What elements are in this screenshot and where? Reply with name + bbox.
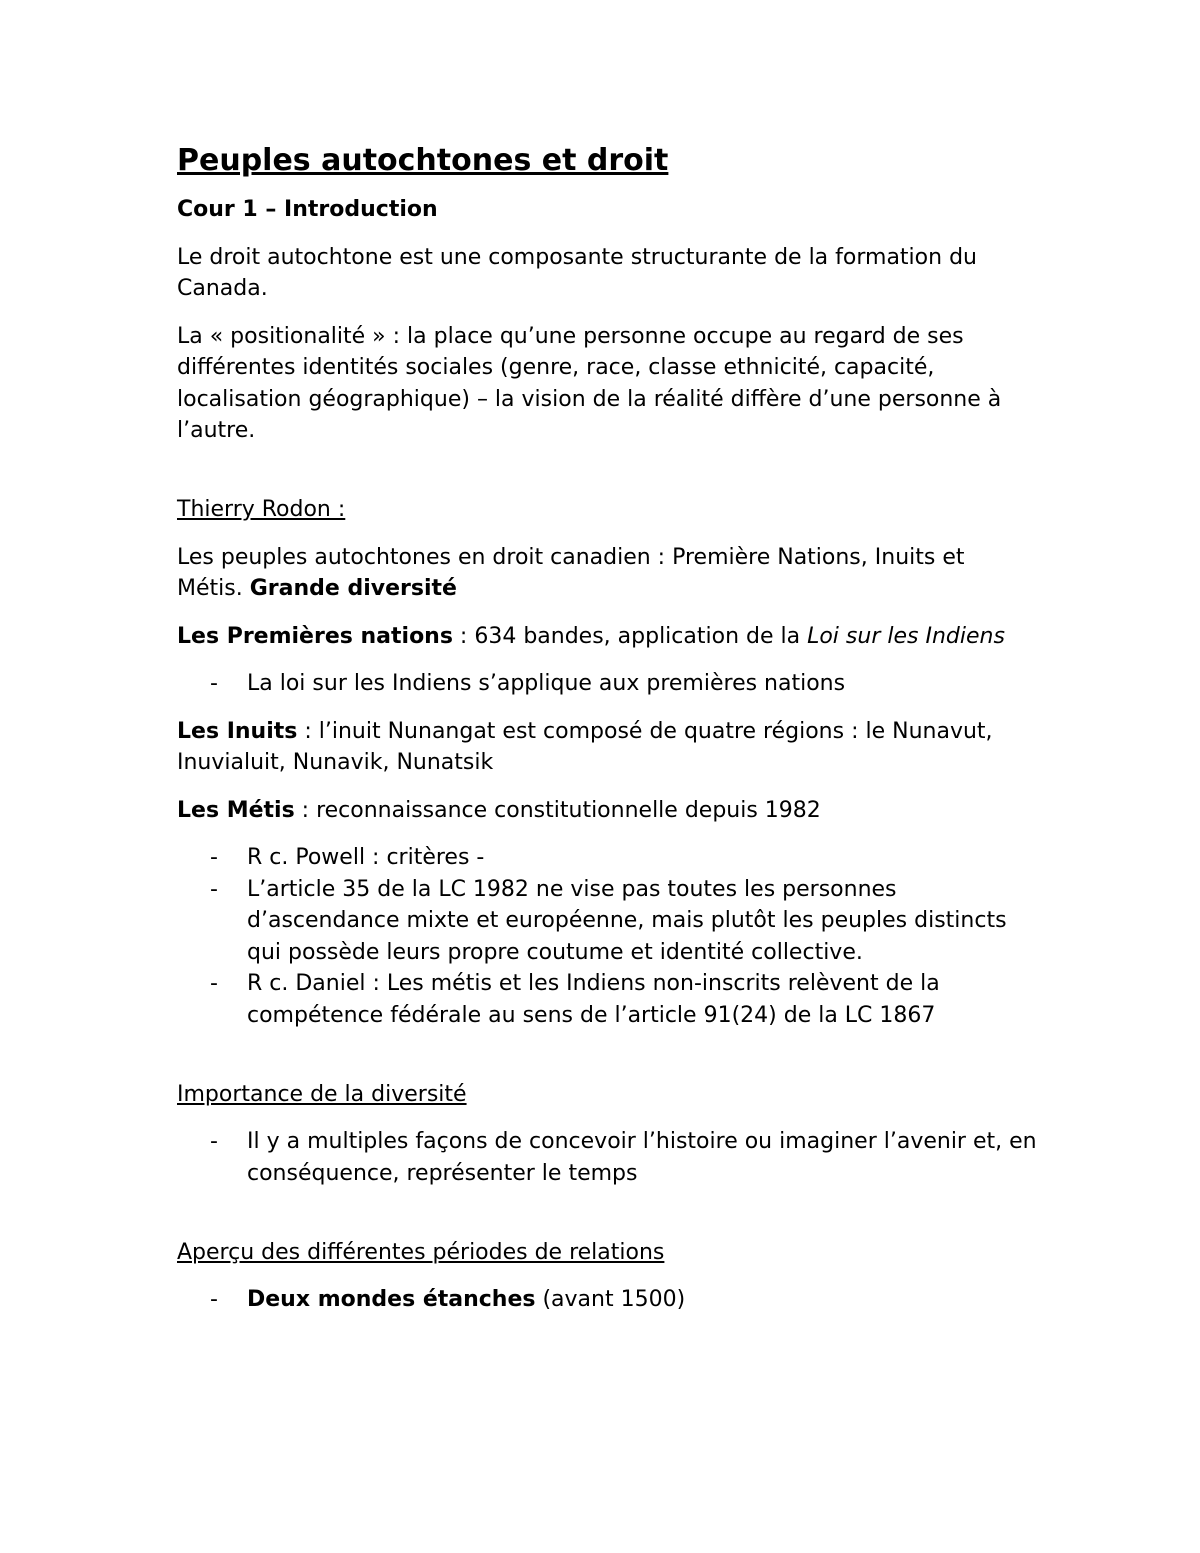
positionality-paragraph: La « positionalité » : la place qu’une personne occupe au regard de ses différentes identités sociales (genre, race, classe ethnicité, capacité, localisation géographique) – la vision de la réalité diffère d’une personne à l’autre. bbox=[177, 323, 1002, 443]
inuits-text: : l’inuit Nunangat est composé de quatre régions : le Nunavut, Inuvialuit, Nunavik, Nunatsik bbox=[177, 718, 993, 775]
section-heading-diversity: Importance de la diversité bbox=[177, 1081, 467, 1107]
blank-line bbox=[177, 463, 1037, 495]
metis-text: : reconnaissance constitutionnelle depuis 1982 bbox=[294, 797, 821, 823]
periods-list bbox=[177, 1284, 1037, 1316]
peoples-paragraph bbox=[177, 542, 1037, 605]
list-item-text: La loi sur les Indiens s’applique aux premières nations bbox=[247, 671, 846, 696]
document-body bbox=[177, 142, 1037, 1332]
diversity-list bbox=[177, 1126, 1037, 1189]
metis-list bbox=[177, 842, 1037, 1031]
list-item bbox=[177, 668, 1037, 700]
metis-label: Les Métis bbox=[177, 797, 295, 823]
first-nations-paragraph bbox=[177, 621, 1037, 653]
dash-bullet: - bbox=[210, 971, 218, 996]
blank-line bbox=[177, 1047, 1037, 1079]
dash-bullet: - bbox=[210, 876, 218, 902]
blank-line bbox=[177, 1205, 1037, 1237]
intro-paragraph: Le droit autochtone est une composante structurante de la formation du Canada. bbox=[177, 244, 977, 301]
section-heading-periods: Aperçu des différentes périodes de relations bbox=[177, 1239, 665, 1265]
list-item-text: Il y a multiples façons de concevoir l’histoire ou imaginer l’avenir et, en conséquence, représenter le temps bbox=[247, 1129, 1037, 1186]
list-item bbox=[177, 874, 1037, 969]
peoples-emphasis: Grande diversité bbox=[249, 576, 457, 601]
list-item-text: R c. Daniel : Les métis et les Indiens non-inscrits relèvent de la compétence fédérale au sens de l’article 91(24) de la LC 1867 bbox=[247, 971, 940, 1028]
first-nations-label: Les Premières nations bbox=[177, 623, 453, 649]
inuits-label: Les Inuits bbox=[177, 718, 298, 744]
list-item-text: R c. Powell : critères - bbox=[247, 845, 485, 870]
dash-bullet: - bbox=[210, 845, 218, 870]
period-name: Deux mondes étanches bbox=[247, 1287, 536, 1312]
dash-bullet: - bbox=[210, 1129, 218, 1154]
period-dates: (avant 1500) bbox=[535, 1287, 686, 1312]
list-item bbox=[177, 1284, 1037, 1316]
dash-bullet: - bbox=[210, 671, 218, 696]
section-heading-rodon: Thierry Rodon : bbox=[177, 497, 346, 522]
metis-paragraph bbox=[177, 795, 1037, 827]
peoples-text: Les peuples autochtones en droit canadien : Première Nations, Inuits et Métis. bbox=[177, 544, 965, 601]
list-item bbox=[177, 1126, 1037, 1189]
inuits-paragraph bbox=[177, 716, 1037, 779]
first-nations-law-title: Loi sur les Indiens bbox=[807, 623, 1005, 649]
course-subtitle: Cour 1 – Introduction bbox=[177, 197, 438, 222]
list-item-text: L’article 35 de la LC 1982 ne vise pas toutes les personnes d’ascendance mixte et européenne, mais plutôt les peuples distincts qui possède leurs propre coutume et identité collective. bbox=[247, 876, 1007, 965]
list-item bbox=[177, 968, 1037, 1031]
first-nations-text: : 634 bandes, application de la bbox=[452, 623, 808, 649]
first-nations-list bbox=[177, 668, 1037, 700]
dash-bullet: - bbox=[210, 1287, 218, 1312]
document-title: Peuples autochtones et droit bbox=[177, 143, 669, 178]
list-item bbox=[177, 842, 1037, 874]
